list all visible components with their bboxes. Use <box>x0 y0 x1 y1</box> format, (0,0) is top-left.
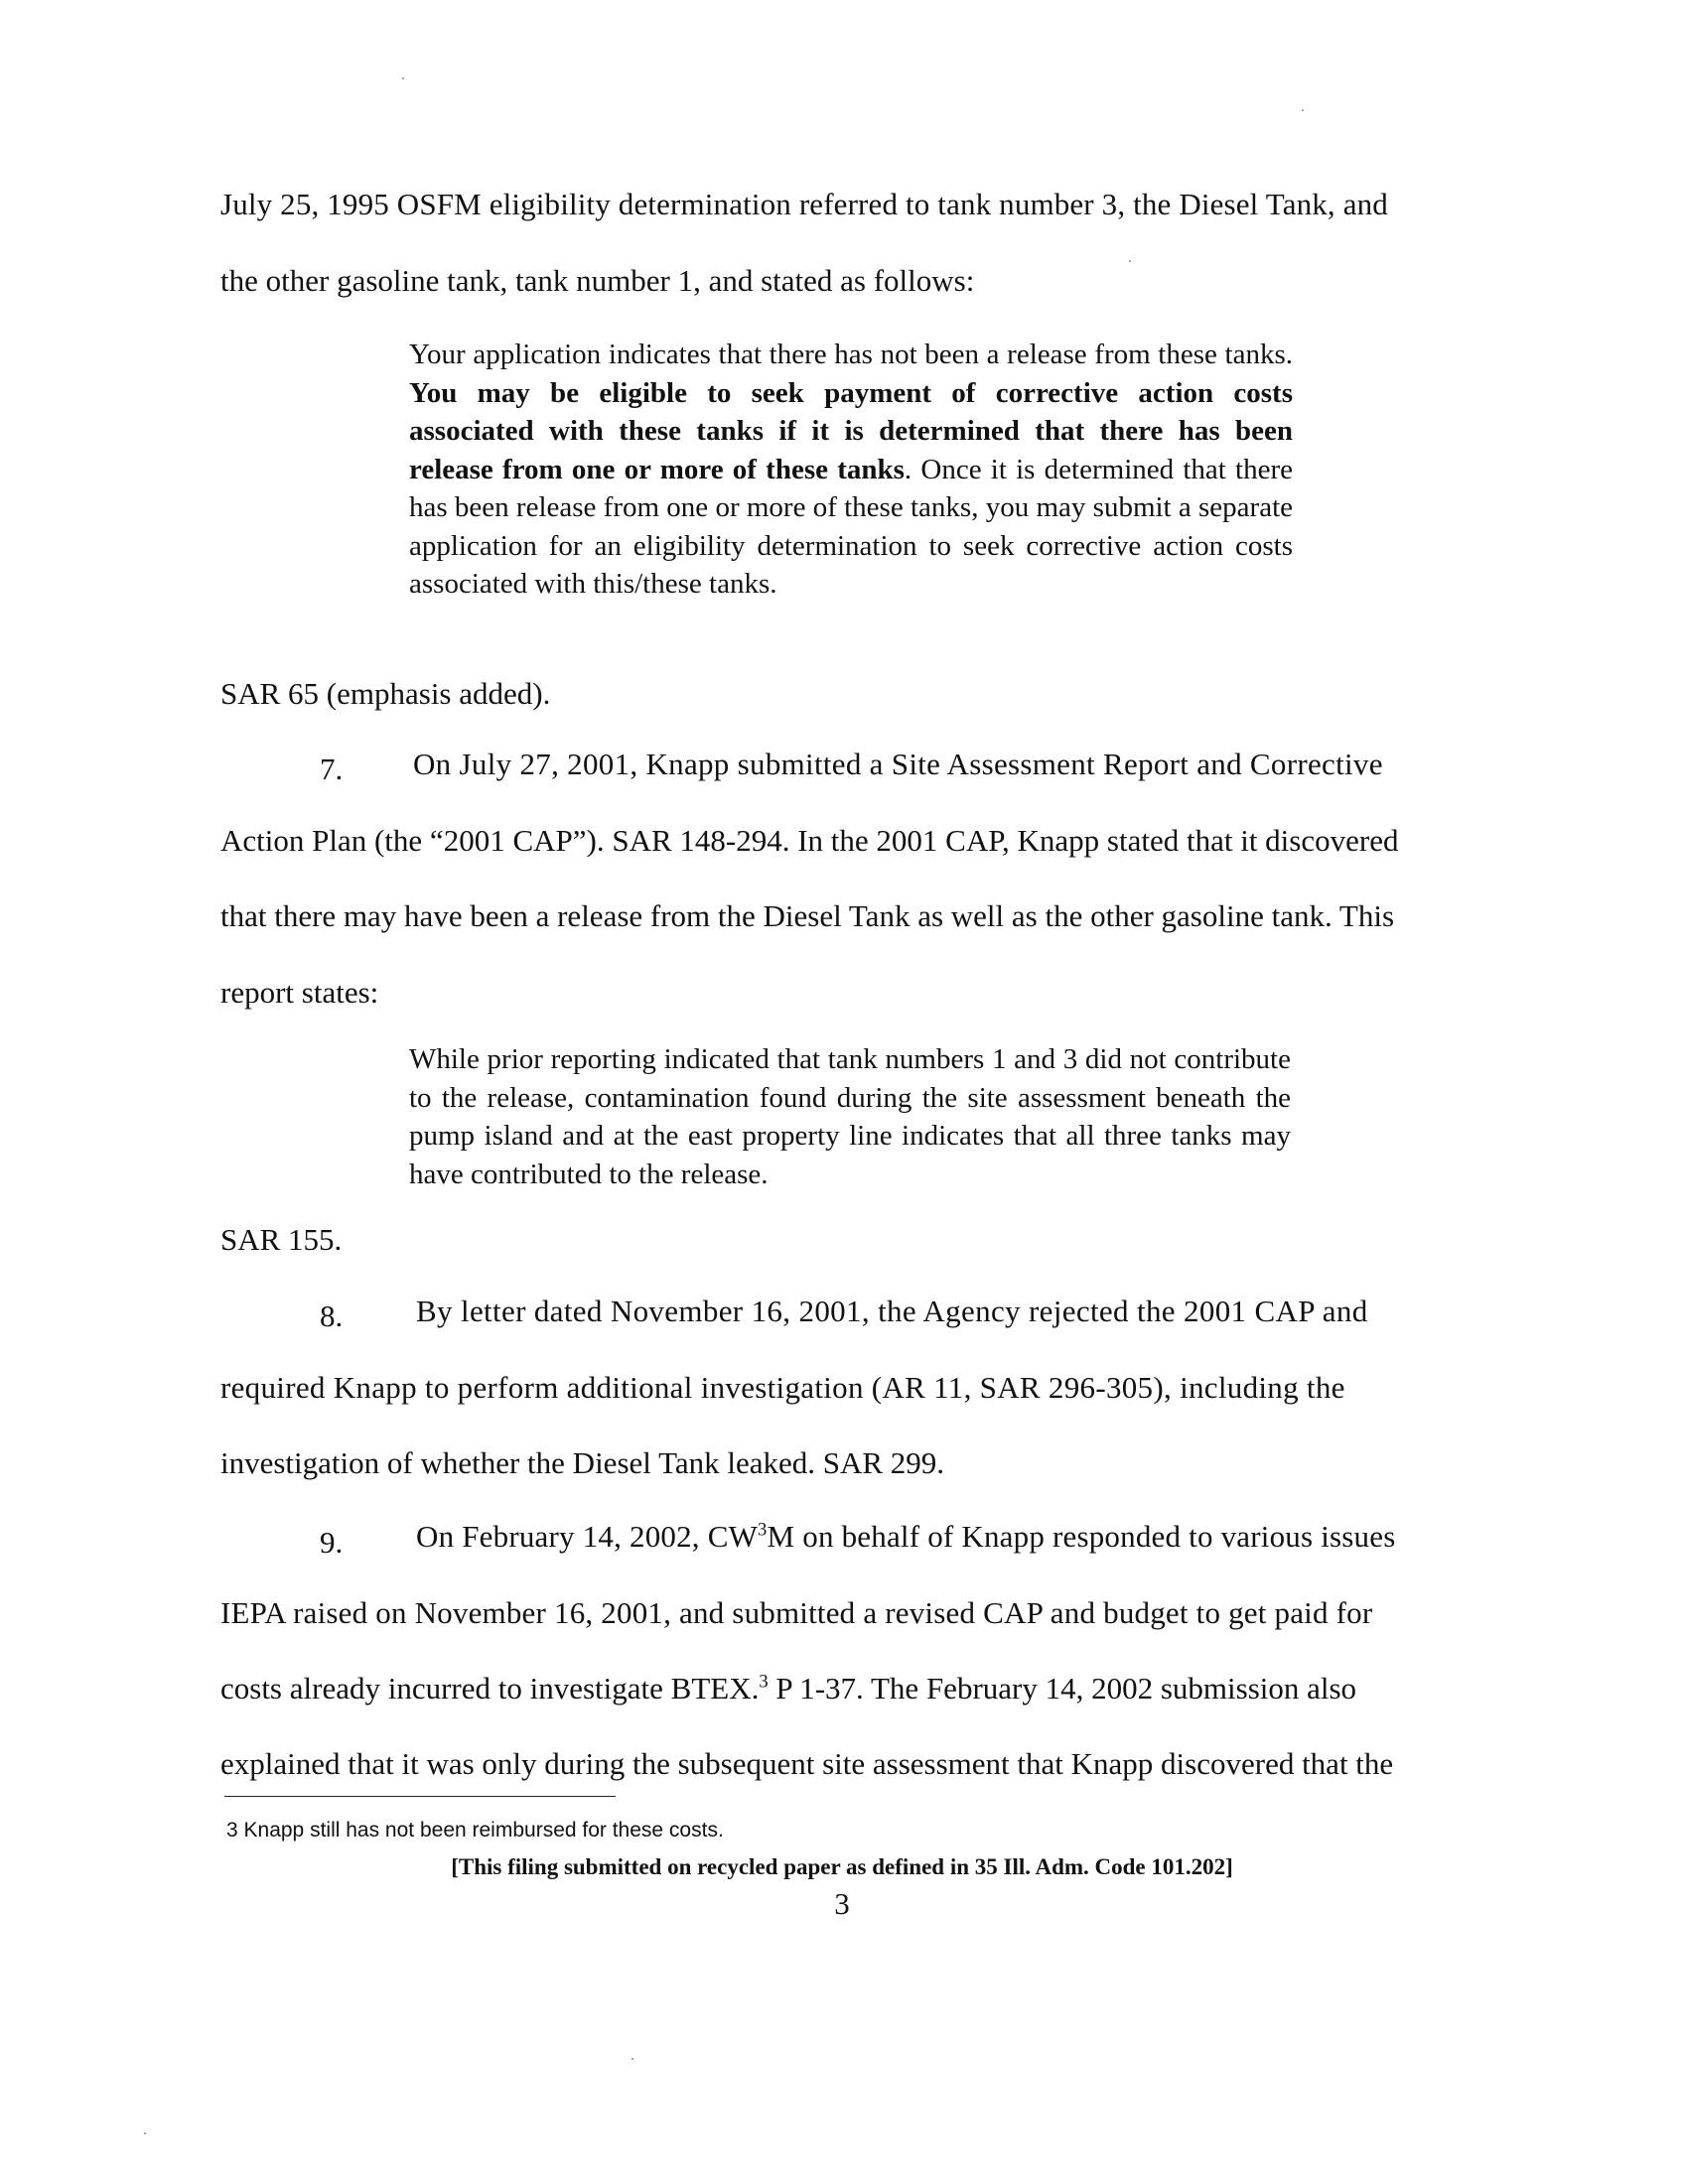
p9-line3-text-b: P 1-37. The February 14, 2002 submission also <box>768 1671 1357 1706</box>
paragraph-7-line-1: On July 27, 2001, Knapp submitted a Site Assessment Report and Corrective <box>413 747 1383 781</box>
scan-speck <box>144 2132 146 2134</box>
scan-speck <box>402 77 404 79</box>
citation-sar-155: SAR 155. <box>220 1222 343 1257</box>
paragraph-9-line-4: explained that it was only during the subsequent site assessment that Knapp discovered that the <box>220 1746 1394 1781</box>
recycled-paper-footer: [This filing submitted on recycled paper as defined in 35 Ill. Adm. Code 101.202] <box>451 1854 1233 1879</box>
paragraph-9-line-2: IEPA raised on November 16, 2001, and submitted a revised CAP and budget to get paid for <box>220 1595 1373 1630</box>
paragraph-9-line-3 <box>220 1671 1356 1706</box>
block-quote-osfm <box>409 336 1293 604</box>
quote-emphasis: You may be eligible to seek payment of corrective action costs associated with these tanks if it is determined that there has been release from one or more of these tanks <box>409 376 1293 485</box>
scan-speck <box>632 2058 633 2060</box>
paragraph-7-line-2: Action Plan (the “2001 CAP”). SAR 148-294. In the 2001 CAP, Knapp stated that it discovered <box>220 823 1399 858</box>
paragraph-7-line-4: report states: <box>220 975 379 1010</box>
scan-speck <box>1302 109 1304 111</box>
paragraph-9-line-1 <box>416 1519 1395 1555</box>
paragraph-7-number: 7. <box>320 751 344 786</box>
p9-text-b: M on behalf of Knapp responded to various issues <box>767 1519 1396 1554</box>
footnote-divider <box>224 1796 616 1797</box>
scan-speck <box>1129 260 1131 262</box>
paragraph-7-line-3: that there may have been a release from the Diesel Tank as well as the other gasoline tank. This <box>220 898 1395 933</box>
paragraph-6-line-1: July 25, 1995 OSFM eligibility determination referred to tank number 3, the Diesel Tank, and <box>220 187 1388 221</box>
block-quote-sar-155: While prior reporting indicated that tank numbers 1 and 3 did not contribute to the release, contamination found during the site assessment beneath the pump island and at the east property line indicates that all three tanks may have contributed to the release. <box>409 1043 1291 1190</box>
p9-line3-text-a: costs already incurred to investigate BTEX. <box>220 1671 760 1706</box>
paragraph-9-number: 9. <box>320 1525 344 1560</box>
citation-sar-65: SAR 65 (emphasis added). <box>220 676 551 711</box>
footnote-ref-3: 3 <box>759 1671 769 1693</box>
paragraph-8-line-1: By letter dated November 16, 2001, the Agency rejected the 2001 CAP and <box>416 1294 1368 1328</box>
paragraph-6-line-2: the other gasoline tank, tank number 1, and stated as follows: <box>220 263 975 298</box>
p9-text-a: On February 14, 2002, CW <box>416 1519 759 1554</box>
paragraph-8-line-3: investigation of whether the Diesel Tank leaked. SAR 299. <box>220 1445 945 1480</box>
paragraph-8-number: 8. <box>320 1298 344 1333</box>
page-number: 3 <box>834 1886 850 1921</box>
paragraph-8-line-2: required Knapp to perform additional investigation (AR 11, SAR 296-305), including the <box>220 1370 1345 1405</box>
superscript-3: 3 <box>758 1519 768 1541</box>
footnote-3: 3 Knapp still has not been reimbursed for these costs. <box>226 1819 724 1842</box>
quote-text-end: . Once it is determined that there has been release from one or more of these tanks, you may submit a separate application for an eligibility determination to seek corrective action costs associated with this/these tanks. <box>409 453 1293 600</box>
quote-text-start: Your application indicates that there has not been a release from these tanks. <box>409 339 1293 370</box>
